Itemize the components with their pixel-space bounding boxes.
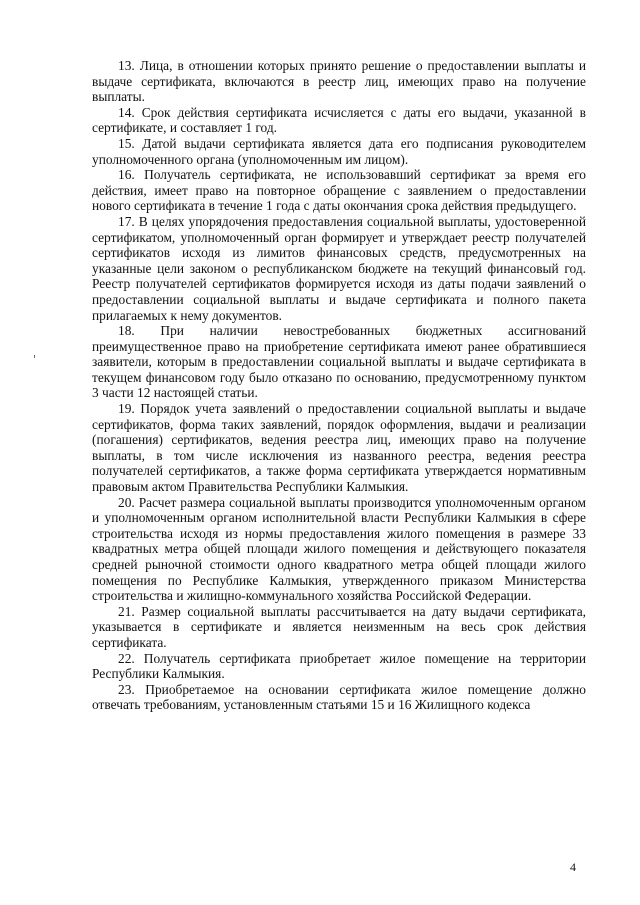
paragraph-20: 20. Расчет размера социальной выплаты производится уполномоченным органом и уполномоченным органом исполнительной власти Республики Калмыкия в сфере строительства исходя из нормы предоставления жилого помещения в размере 33 квадратных метра общей площади жилого помещения и действующего показателя средней рыночной стоимости одного квадратного метра общей площади жилого помещения по Республике Калмыкия, утвержденного приказом Министерства строительства и жилищно-коммунального хозяйства Российской Федерации. xyxy=(92,494,586,604)
paragraph-14: 14. Срок действия сертификата исчисляется с даты его выдачи, указанной в сертификате, и составляет 1 год. xyxy=(92,104,586,136)
paragraph-22: 22. Получатель сертификата приобретает жилое помещение на территории Республики Калмыкия. xyxy=(92,650,586,682)
paragraph-15: 15. Датой выдачи сертификата является дата его подписания руководителем уполномоченного органа (уполномоченным им лицом). xyxy=(92,135,586,167)
paragraph-13: 13. Лица, в отношении которых принято решение о предоставлении выплаты и выдаче сертификата, включаются в реестр лиц, имеющих право на получение выплаты. xyxy=(92,58,586,105)
page-number: 4 xyxy=(570,860,576,874)
paragraph-18: 18. При наличии невостребованных бюджетных ассигнований преимущественное право на приобретение сертификата имеют ранее обратившиеся заявители, которым в предоставлении социальной выплаты и выдаче сертификата в текущем финансовом году было отказано по основанию, предусмотренному пунктом 3 части 12 настоящей статьи. xyxy=(92,323,586,401)
paragraph-16: 16. Получатель сертификата, не использовавший сертификат за время его действия, имеет право на повторное обращение с заявлением о предоставлении нового сертификата в течение 1 года с даты окончания срока действия предыдущего. xyxy=(92,167,586,214)
paragraph-21: 21. Размер социальной выплаты рассчитывается на дату выдачи сертификата, указывается в сертификате и является неизменным на весь срок действия сертификата. xyxy=(92,603,586,650)
paragraph-17: 17. В целях упорядочения предоставления социальной выплаты, удостоверенной сертификатом, уполномоченный орган формирует и утверждает реестр получателей сертификатов исходя из лимитов финансовых средств, предусмотренных на указанные цели законом о республиканском бюджете на текущий финансовый год. Реестр получателей сертификатов формируется исходя из даты подачи заявлений о предоставлении социальной выплаты и выдаче сертификата и полного пакета прилагаемых к нему документов. xyxy=(92,213,586,323)
paragraph-23: 23. Приобретаемое на основании сертификата жилое помещение должно отвечать требованиям, установленным статьями 15 и 16 Жилищного кодекса xyxy=(92,681,586,713)
document-body xyxy=(92,58,586,713)
margin-mark xyxy=(34,355,35,358)
paragraph-19: 19. Порядок учета заявлений о предоставлении социальной выплаты и выдаче сертификатов, форма таких заявлений, порядок оформления, выдачи и реализации (погашения) сертификатов, ведения реестра лиц, имеющих право на получение выплаты, в том числе исключения из названного реестра, ведения реестра получателей сертификатов, а также форма сертификата утверждается нормативным правовым актом Правительства Республики Калмыкия. xyxy=(92,401,586,495)
